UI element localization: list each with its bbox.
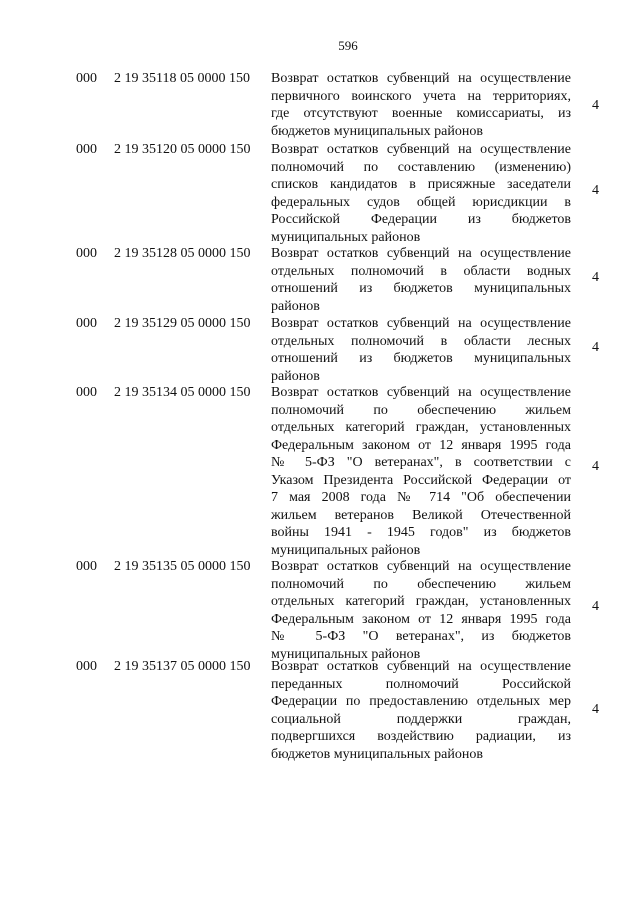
row-code: 4 [592,183,599,198]
budget-classification-code: 2 19 35137 05 0000 150 [114,659,251,674]
budget-classification-code: 2 19 35134 05 0000 150 [114,385,251,400]
budget-classification-code: 2 19 35128 05 0000 150 [114,246,251,261]
row-code: 4 [592,702,599,717]
description-line: Возврат остатков субвенций на осуществление [271,142,571,157]
row-description [271,70,571,140]
description-line: федеральных судов общей юрисдикции в [271,194,571,210]
description-line: бюджетов муниципальных районов [271,123,483,139]
description-line: Федеральным законом от 12 января 1995 года [271,437,571,453]
budget-classification-code: 2 19 35118 05 0000 150 [114,71,250,86]
description-line: муниципальных районов [271,646,421,662]
description-line: № 5-ФЗ "О ветеранах", из бюджетов [271,629,571,644]
budget-classification-code: 2 19 35120 05 0000 150 [114,142,251,157]
description-line: полномочий по обеспечению жильем [271,402,571,418]
row-code: 4 [592,98,599,113]
description-line: полномочий по составлению (изменению) [271,159,571,175]
description-line: списков кандидатов в присяжные заседатели [271,177,571,192]
description-line: переданных полномочий Российской [271,676,571,692]
admin-code: 000 [76,385,97,400]
description-line: где отсутствуют военные комиссариаты, из [271,106,571,121]
row-description [271,141,571,246]
row-code: 4 [592,340,599,355]
description-line: районов [271,298,320,314]
row-description [271,315,571,385]
description-line: отдельных категорий граждан, установленных [271,420,571,435]
description-line: Федерации по предоставлению отдельных мер [271,694,571,709]
row-description [271,558,571,663]
description-line: отдельных полномочий в области лесных [271,333,571,349]
description-line: 7 мая 2008 года № 714 "Об обеспечении [271,490,571,505]
description-line: Указом Президента Российской Федерации от [271,472,571,488]
description-line: муниципальных районов [271,542,421,558]
description-line: войны 1941 - 1945 годов" из бюджетов [271,525,571,540]
budget-classification-code: 2 19 35135 05 0000 150 [114,559,251,574]
description-line: первичного воинского учета на территориях, [271,88,571,104]
row-code: 4 [592,270,599,285]
description-line: № 5-ФЗ "О ветеранах", в соответствии с [271,455,571,470]
description-line: районов [271,368,320,384]
description-line: Возврат остатков субвенций на осуществление [271,316,571,331]
admin-code: 000 [76,246,97,261]
description-line: Возврат остатков субвенций на осуществление [271,659,571,674]
description-line: Российской Федерации из бюджетов [271,212,571,227]
row-description [271,658,571,763]
description-line: Федеральным законом от 12 января 1995 года [271,611,571,627]
row-code: 4 [592,599,599,614]
admin-code: 000 [76,71,97,86]
description-line: отношений из бюджетов муниципальных [271,351,571,366]
description-line: муниципальных районов [271,229,421,245]
row-description [271,384,571,559]
description-line: бюджетов муниципальных районов [271,746,483,762]
admin-code: 000 [76,316,97,331]
budget-classification-code: 2 19 35129 05 0000 150 [114,316,251,331]
description-line: Возврат остатков субвенций на осуществление [271,385,571,400]
admin-code: 000 [76,142,97,157]
description-line: социальной поддержки граждан, [271,711,571,727]
description-line: отношений из бюджетов муниципальных [271,281,571,296]
row-description [271,245,571,315]
description-line: Возврат остатков субвенций на осуществление [271,71,571,86]
page-number: 596 [338,38,358,53]
admin-code: 000 [76,659,97,674]
description-line: подвергшихся воздействию радиации, из [271,729,571,744]
description-line: отдельных категорий граждан, установленных [271,594,571,609]
description-line: жильем ветеранов Великой Отечественной [271,507,571,523]
description-line: Возврат остатков субвенций на осуществление [271,246,571,261]
admin-code: 000 [76,559,97,574]
description-line: Возврат остатков субвенций на осуществление [271,559,571,574]
description-line: отдельных полномочий в области водных [271,263,571,279]
row-code: 4 [592,459,599,474]
description-line: полномочий по обеспечению жильем [271,576,571,592]
